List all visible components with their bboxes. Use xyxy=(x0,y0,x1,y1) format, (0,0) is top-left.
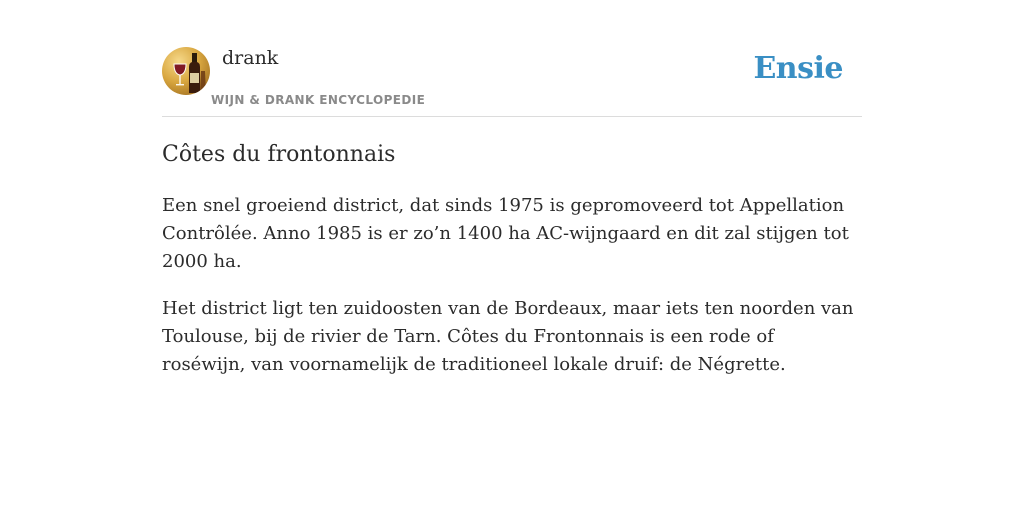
article-paragraph: Een snel groeiend district, dat sinds 1975 is gepromoveerd tot Appellation Contrôlée. Anno 1985 is er zo’n 1400 ha AC-wijngaard en dit zal stijgen tot 2000 ha. xyxy=(162,195,849,272)
wine-bottle-glass-icon xyxy=(162,47,210,95)
article-paragraph: Het district ligt ten zuidoosten van de Bordeaux, maar iets ten noorden van Toulouse, bij de rivier de Tarn. Côtes du Frontonnais is een rode of roséwijn, van voornamelijk de traditioneel lokale druif: de Négrette. xyxy=(162,298,854,375)
article-body xyxy=(162,192,862,398)
site-header xyxy=(162,46,862,117)
site-name[interactable]: drank xyxy=(222,47,279,69)
site-subtitle: WIJN & DRANK ENCYCLOPEDIE xyxy=(211,93,426,107)
page-title: Côtes du frontonnais xyxy=(162,142,396,167)
avatar[interactable] xyxy=(162,47,210,95)
brand-logo[interactable]: Ensie xyxy=(753,51,843,86)
